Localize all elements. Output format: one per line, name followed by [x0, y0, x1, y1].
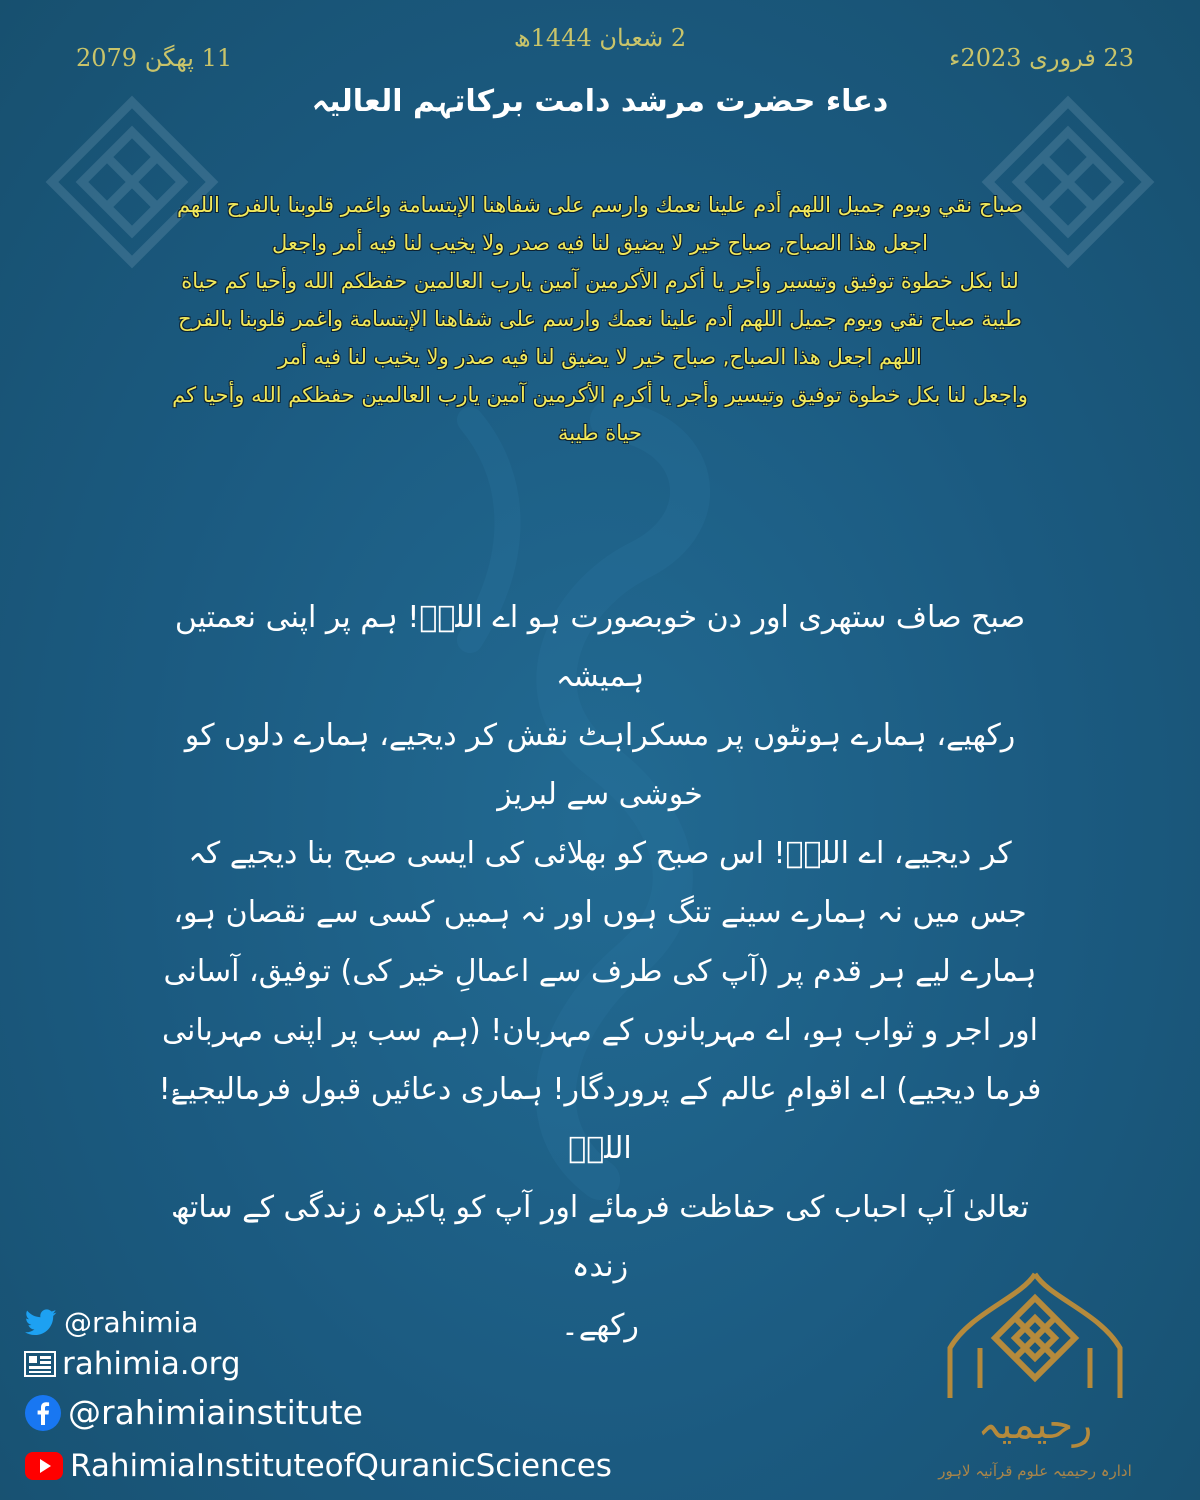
youtube-channel: RahimiaInstituteofQuranicSciences	[70, 1448, 612, 1484]
website-url: rahimia.org	[62, 1346, 241, 1382]
arabic-line: اجعل هذا الصباح, صباح خير لا يضيق لنا فيه صدر ولا يخيب لنا فيه أمر واجعل	[272, 231, 928, 255]
arabic-dua-block	[90, 186, 1110, 452]
rahimia-logo	[910, 1268, 1180, 1498]
urdu-line: رکھے۔	[561, 1308, 639, 1343]
twitter-handle: @rahimia	[64, 1306, 199, 1339]
urdu-line: رکھیے، ہمارے ہونٹوں پر مسکراہٹ نقش کر دیجیے، ہمارے دلوں کو خوشی سے لبریز	[184, 718, 1016, 812]
website-icon	[24, 1351, 56, 1377]
urdu-line: فرما دیجیے) اے اقوامِ عالم کے پروردگار! ہماری دعائیں قبول فرمالیجیۓ! اللہؑ	[158, 1072, 1042, 1166]
logo-tagline: ادارہ رحیمیہ علوم قرآنیہ لاہور	[938, 1462, 1132, 1480]
facebook-handle: @rahimiainstitute	[68, 1393, 363, 1432]
bikrami-date: 11 پھگن 2079	[76, 44, 233, 72]
arabic-line: طيبة صباح نقي ويوم جميل اللهم أدم علينا نعمك وارسم على شفاهنا الإبتسامة واغمر قلوبنا بالفرح	[178, 307, 1022, 331]
youtube-link[interactable]	[24, 1448, 612, 1484]
twitter-icon	[24, 1309, 58, 1337]
facebook-icon	[24, 1394, 62, 1432]
gregorian-date: 23 فروری 2023ء	[949, 44, 1134, 72]
website-link[interactable]	[24, 1346, 241, 1382]
arabic-line: اللهم اجعل هذا الصباح, صباح خير لا يضيق لنا فيه صدر ولا يخيب لنا فيه أمر	[278, 345, 922, 369]
hijri-date: 2 شعبان 1444ھ	[513, 24, 687, 52]
youtube-icon	[24, 1451, 64, 1481]
arabic-line: لنا بكل خطوة توفيق وتيسير وأجر يا أكرم الأكرمين آمين يارب العالمين حفظكم الله وأحيا كم حياة	[181, 269, 1019, 293]
urdu-line: جس میں نہ ہمارے سینے تنگ ہوں اور نہ ہمیں کسی سے نقصان ہو،	[173, 895, 1027, 930]
twitter-link[interactable]	[24, 1306, 198, 1339]
page-title: دعاء حضرت مرشد دامت برکاتہم العالیہ	[311, 84, 889, 119]
urdu-translation-block	[150, 588, 1050, 1355]
arabic-line: صباح نقي ويوم جميل اللهم أدم علينا نعمك وارسم على شفاهنا الإبتسامة واغمر قلوبنا بالفرح اللهم	[177, 193, 1023, 217]
urdu-line: صبح صاف ستھری اور دن خوبصورت ہو اے اللہؑ! ہم پر اپنی نعمتیں ہمیشہ	[174, 600, 1026, 694]
logo-name: رحیمیہ	[977, 1402, 1093, 1448]
urdu-line: تعالیٰ آپ احباب کی حفاظت فرمائے اور آپ کو پاکیزہ زندگی کے ساتھ زندہ	[171, 1190, 1029, 1284]
arabic-line: واجعل لنا بكل خطوة توفيق وتيسير وأجر يا أكرم الأكرمين آمين يارب العالمين حفظكم الله وأحيا كم	[172, 383, 1028, 407]
urdu-line: کر دیجیے، اے اللہؑ! اس صبح کو بھلائی کی ایسی صبح بنا دیجیے کہ	[188, 836, 1012, 871]
urdu-line: اور اجر و ثواب ہو، اے مہربانوں کے مہربان! (ہم سب پر اپنی مہربانی	[161, 1013, 1038, 1048]
arabic-line: حياة طيبة	[557, 421, 643, 445]
facebook-link[interactable]	[24, 1393, 363, 1432]
urdu-line: ہمارے لیے ہر قدم پر (آپ کی طرف سے اعمالِ خیر کی) توفیق، آسانی	[163, 954, 1037, 989]
